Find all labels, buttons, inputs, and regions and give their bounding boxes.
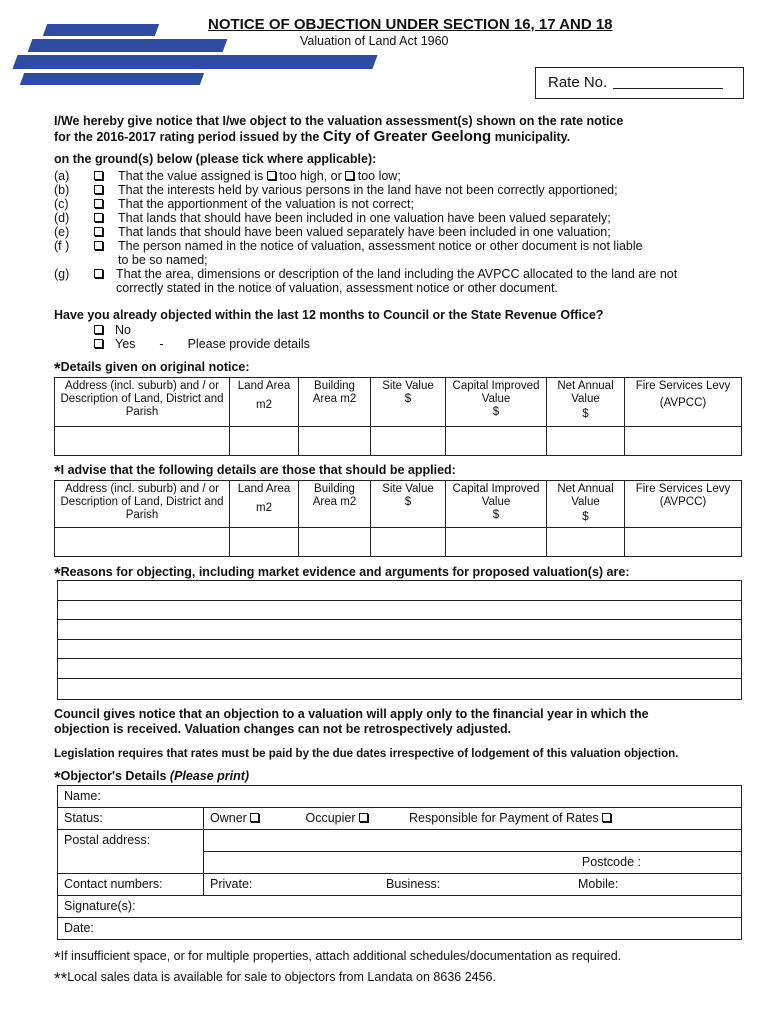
- checkbox-too-low[interactable]: [345, 171, 354, 180]
- council-notice: Council gives notice that an objection to a valuation will apply only to the financial year in which the objection is received. Valuation changes can not be retrospectively adjusted.: [54, 707, 649, 736]
- checkbox-owner[interactable]: [250, 813, 259, 822]
- checkbox-occupier[interactable]: [359, 813, 368, 822]
- objector-heading: *Objector's Details (Please print): [54, 768, 250, 787]
- col-building-area: Building Area m2: [299, 378, 371, 427]
- status-owner[interactable]: Owner: [210, 811, 302, 825]
- reason-line: [58, 601, 741, 621]
- checkbox[interactable]: [94, 185, 103, 194]
- rate-no-label: Rate No.: [548, 74, 608, 91]
- col-capital-improved: Capital Improved Value $: [446, 378, 547, 427]
- checkbox-no[interactable]: [94, 325, 103, 334]
- footnote-2: **Local sales data is available for sale to objectors from Landata on 8636 2456.: [54, 969, 496, 988]
- status-options: [204, 808, 742, 830]
- contact-numbers-field[interactable]: Private: Business: Mobile:: [204, 874, 742, 896]
- table-row: [55, 528, 742, 557]
- reasons-lines[interactable]: [57, 580, 742, 700]
- checkbox-yes[interactable]: [94, 339, 103, 348]
- postal-address-line2[interactable]: Postcode :: [204, 852, 742, 874]
- table-row: [55, 427, 742, 456]
- original-details-table: [54, 377, 742, 456]
- reason-line: [58, 620, 741, 640]
- reason-line: [58, 581, 741, 601]
- table-header-row: [55, 378, 742, 427]
- col-fire-levy: Fire Services Levy (AVPCC): [625, 378, 742, 427]
- grounds-heading: on the ground(s) below (please tick where applicable):: [54, 152, 377, 166]
- postal-address-label: Postal address:: [58, 830, 204, 874]
- col-land-area: Land Area m2: [230, 378, 299, 427]
- reason-line: [58, 659, 741, 679]
- status-responsible[interactable]: Responsible for Payment of Rates: [409, 811, 611, 825]
- checkbox-too-high[interactable]: [267, 171, 276, 180]
- applied-details-table: [54, 480, 742, 557]
- reason-line: [58, 679, 741, 699]
- original-details-heading: *Details given on original notice:: [54, 359, 250, 378]
- checkbox[interactable]: [94, 227, 103, 236]
- option-yes[interactable]: Yes - Please provide details: [94, 337, 310, 351]
- page-title: NOTICE OF OBJECTION UNDER SECTION 16, 17 AND 18: [208, 16, 613, 33]
- contact-numbers-label: Contact numbers:: [58, 874, 204, 896]
- col-capital-improved: Capital Improved Value $: [446, 481, 547, 528]
- legislation-notice: Legislation requires that rates must be paid by the due dates irrespective of lodgement of this valuation objection.: [54, 748, 679, 760]
- name-field[interactable]: Name:: [58, 786, 742, 808]
- page-subtitle: Valuation of Land Act 1960: [300, 34, 449, 48]
- checkbox-responsible[interactable]: [602, 813, 611, 822]
- col-building-area: Building Area m2: [299, 481, 371, 528]
- col-fire-levy: Fire Services Levy (AVPCC): [625, 481, 742, 528]
- col-net-annual: Net Annual Value $: [547, 481, 625, 528]
- status-occupier[interactable]: Occupier: [305, 811, 405, 825]
- footnote-1: *If insufficient space, or for multiple properties, attach additional schedules/documentation as required.: [54, 948, 622, 967]
- checkbox[interactable]: [94, 199, 103, 208]
- checkbox[interactable]: [94, 171, 103, 180]
- option-no[interactable]: No: [94, 323, 131, 337]
- col-address: Address (incl. suburb) and / or Description of Land, District and Parish: [55, 378, 230, 427]
- applied-details-heading: *I advise that the following details are those that should be applied:: [54, 462, 456, 481]
- col-site-value: Site Value $: [371, 481, 446, 528]
- col-land-area: Land Area m2: [230, 481, 299, 528]
- previous-objection-question: Have you already objected within the last 12 months to Council or the State Revenue Office?: [54, 308, 604, 322]
- reasons-heading: *Reasons for objecting, including market evidence and arguments for proposed valuation(s) are:: [54, 564, 630, 583]
- notice-statement: I/We hereby give notice that I/we object to the valuation assessment(s) shown on the rate notice for the 2016-2017 rating period issued by the City of Greater Geelong municipality.: [54, 114, 624, 145]
- checkbox[interactable]: [94, 213, 103, 222]
- col-net-annual: Net Annual Value $: [547, 378, 625, 427]
- checkbox[interactable]: [94, 269, 103, 278]
- postal-address-line1[interactable]: [204, 830, 742, 852]
- status-label: Status:: [58, 808, 204, 830]
- rate-no-field[interactable]: [535, 67, 744, 99]
- checkbox[interactable]: [94, 241, 103, 250]
- col-site-value: Site Value $: [371, 378, 446, 427]
- city-name: City of Greater Geelong: [322, 128, 492, 145]
- objector-details-table: [57, 785, 742, 940]
- signature-field[interactable]: Signature(s):: [58, 896, 742, 918]
- date-field[interactable]: Date:: [58, 918, 742, 940]
- col-address: Address (incl. suburb) and / or Description of Land, District and Parish: [55, 481, 230, 528]
- reason-line: [58, 640, 741, 660]
- table-header-row: [55, 481, 742, 528]
